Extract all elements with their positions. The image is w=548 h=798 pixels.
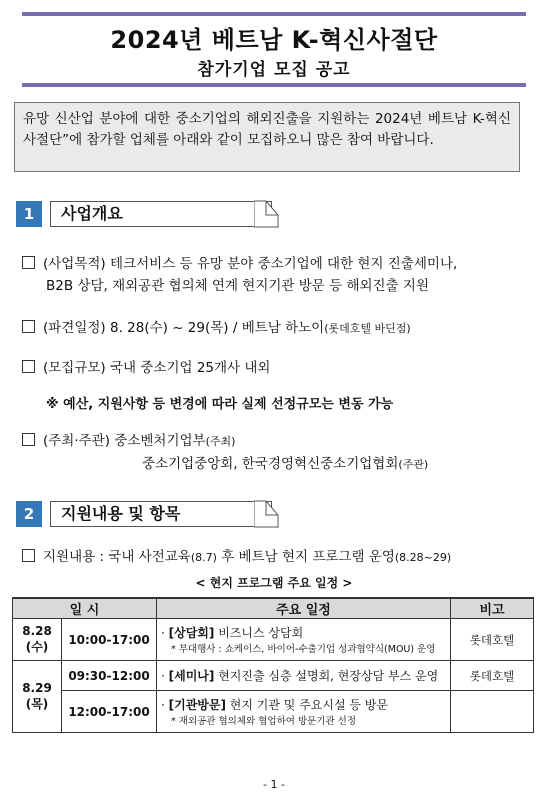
time-cell: 12:00-17:00 — [62, 691, 157, 733]
section-2-title: 지원내용 및 항목 — [50, 501, 272, 527]
note-cell — [451, 691, 534, 733]
section-1-header — [16, 201, 278, 227]
scale-line: (모집규모) 국내 중소기업 25개사 내외 — [22, 356, 270, 376]
host-line: (주최·주관) 중소벤처기업부(주최) — [22, 429, 235, 449]
checkbox-icon — [22, 256, 35, 269]
section-1-title: 사업개요 — [50, 201, 272, 227]
page-number: - 1 - — [263, 778, 285, 791]
section-2-number: 2 — [16, 501, 42, 527]
scale-note: ※ 예산, 지원사항 등 변경에 따라 실제 선정규모는 변동 가능 — [46, 397, 394, 412]
page-subtitle: 참가기업 모집 공고 — [197, 60, 351, 80]
intro-box: 유망 신산업 분야에 대한 중소기업의 해외진출을 지원하는 2024년 베트남 K-혁신사절단”에 참가할 업체를 아래와 같이 모집하오니 많은 참여 바랍니다. — [14, 102, 520, 172]
page-title: 2024년 베트남 K-혁신사절단 — [110, 26, 438, 54]
host-line-2: 중소기업중앙회, 한국경영혁신중소기업협회(주관) — [142, 456, 429, 472]
section-1-number: 1 — [16, 201, 42, 227]
checkbox-icon — [22, 320, 35, 333]
note-cell: 롯데호텔 — [451, 661, 534, 691]
purpose-line-2: B2B 상담, 재외공관 협의체 연계 현지기관 방문 등 해외진출 지원 — [46, 278, 430, 294]
table-header-row — [13, 598, 534, 619]
table-row — [13, 691, 534, 733]
folded-corner-icon — [254, 200, 280, 228]
top-rule — [22, 12, 526, 16]
event-cell: · [세미나] 현지진출 심층 설명회, 현장상담 부스 운영 — [157, 661, 451, 691]
date-cell: 8.29 (목) — [13, 661, 62, 733]
table-row — [13, 661, 534, 691]
purpose-line-1: (사업목적) 테크서비스 등 유망 분야 중소기업에 대한 현지 진출세미나, — [22, 252, 457, 272]
title-bottom-rule — [22, 83, 526, 87]
header-schedule: 주요 일정 — [157, 598, 451, 619]
table-caption: < 현지 프로그램 주요 일정 > — [195, 576, 353, 590]
event-cell: · [기관방문] 현지 기관 및 주요시설 등 방문 * 재외공관 협의체와 협업하여 방문기관 선정 — [157, 691, 451, 733]
checkbox-icon — [22, 433, 35, 446]
schedule-table — [12, 597, 534, 733]
time-cell: 09:30-12:00 — [62, 661, 157, 691]
time-cell: 10:00-17:00 — [62, 619, 157, 661]
event-cell: · [상담회] 비즈니스 상담회 * 부대행사 : 쇼케이스, 바이어-수출기업 성과협약식(MOU) 운영 — [157, 619, 451, 661]
support-line: 지원내용 : 국내 사전교육(8.7) 후 베트남 현지 프로그램 운영(8.28~29) — [22, 545, 451, 565]
checkbox-icon — [22, 360, 35, 373]
checkbox-icon — [22, 549, 35, 562]
section-2-header — [16, 501, 278, 527]
date-cell: 8.28 (수) — [13, 619, 62, 661]
header-datetime: 일 시 — [13, 598, 157, 619]
folded-corner-icon — [254, 500, 280, 528]
schedule-line: (파견일정) 8. 28(수) ~ 29(목) / 베트남 하노이(롯데호텔 바딘점) — [22, 316, 411, 336]
note-cell: 롯데호텔 — [451, 619, 534, 661]
header-note: 비고 — [451, 598, 534, 619]
table-row — [13, 619, 534, 661]
